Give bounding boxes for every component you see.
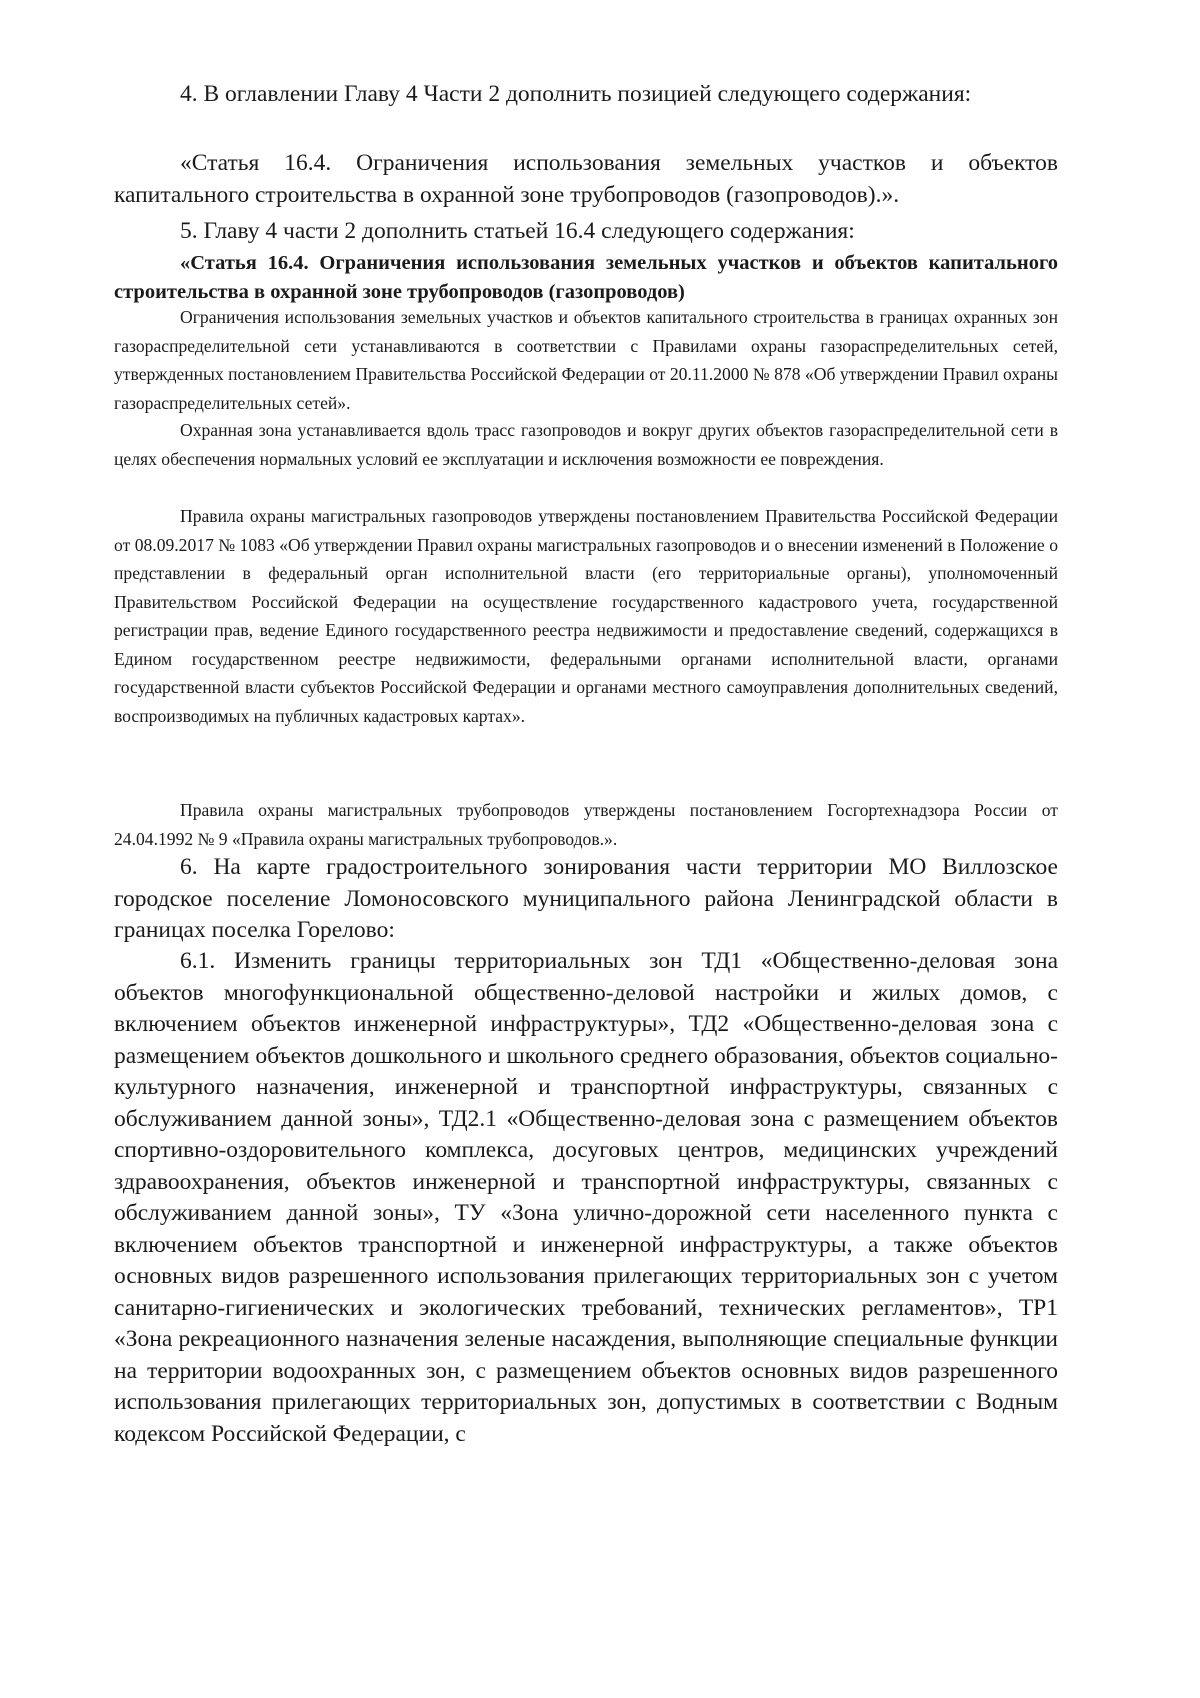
paragraph-protection-zone: Охранная зона устанавливается вдоль трасс газопроводов и вокруг других объектов газораспределительной сети в целях обеспечения нормальных условий ее эксплуатации и исключения возможности ее повреждения. (114, 420, 1058, 469)
paragraph-toc-entry: «Статья 16.4. Ограничения использования земельных участков и объектов капитального строительства в охранной зоне трубопроводов (газопроводов).». (114, 150, 1058, 208)
paragraph-item-6: 6. На карте градостроительного зонирования части территории МО Виллозское городское поселение Ломоносовского муниципального района Ленинградской области в границах поселка Горелово: (114, 854, 1058, 943)
article-heading: «Статья 16.4. Ограничения использования земельных участков и объектов капитального строительства в охранной зоне трубопроводов (газопроводов) (114, 252, 1058, 303)
paragraph-item-5: 5. Главу 4 части 2 дополнить статьей 16.4 следующего содержания: (180, 218, 855, 244)
paragraph-main-pipelines: Правила охраны магистральных трубопроводов утверждены постановлением Госгортехнадзора России от 24.04.1992 № 9 «Правила охраны магистральных трубопроводов.». (114, 800, 1058, 849)
paragraph-main-gas-pipelines: Правила охраны магистральных газопроводов утверждены постановлением Правительства Российской Федерации от 08.09.2017 № 1083 «Об утверждении Правил охраны магистральных газопроводов и о внесении изменений в Положение о представлении в федеральный орган исполнительной власти (его территориальные органы), уполномоченный Правительством Российской Федерации на осуществление государственного кадастрового учета, государственной регистрации прав, ведение Единого государственного реестра недвижимости и предоставление сведений, содержащихся в Едином государственном реестре недвижимости, федеральными органами исполнительной власти, органами государственной власти субъектов Российской Федерации и органами местного самоуправления дополнительных сведений, воспроизводимых на публичных кадастровых картах». (114, 506, 1058, 726)
paragraph-gas-distribution-rules: Ограничения использования земельных участков и объектов капитального строительства в границах охранных зон газораспределительной сети устанавливаются в соответствии с Правилами охраны газораспределительных сетей, утвержденных постановлением Правительства Российской Федерации от 20.11.2000 № 878 «Об утверждении Правил охраны газораспределительных сетей». (114, 307, 1058, 413)
paragraph-item-6-1: 6.1. Изменить границы территориальных зон ТД1 «Общественно-деловая зона объектов многофункциональной общественно-деловой настройки и жилых домов, с включением объектов инженерной инфраструктуры», ТД2 «Общественно-деловая зона с размещением объектов дошкольного и школьного среднего образования, объектов социально-культурного назначения, инженерной и транспортной инфраструктуры, связанных с обслуживанием данной зоны», ТД2.1 «Общественно-деловая зона с размещением объектов спортивно-оздоровительного комплекса, досуговых центров, медицинских учреждений здравоохранения, объектов инженерной и транспортной инфраструктуры, связанных с обслуживанием данной зоны», ТУ «Зона улично-дорожной сети населенного пункта с включением объектов транспортной и инженерной инфраструктуры, а также объектов основных видов разрешенного использования прилегающих территориальных зон с учетом санитарно-гигиенических и экологических требований, технических регламентов», ТР1 «Зона рекреационного назначения зеленые насаждения, выполняющие специальные функции на территории водоохранных зон, с размещением объектов основных видов разрешенного использования прилегающих территориальных зон, допустимых в соответствии с Водным кодексом Российской Федерации, с (114, 948, 1058, 1447)
paragraph-item-4: 4. В оглавлении Главу 4 Части 2 дополнить позицией следующего содержания: (180, 81, 972, 107)
